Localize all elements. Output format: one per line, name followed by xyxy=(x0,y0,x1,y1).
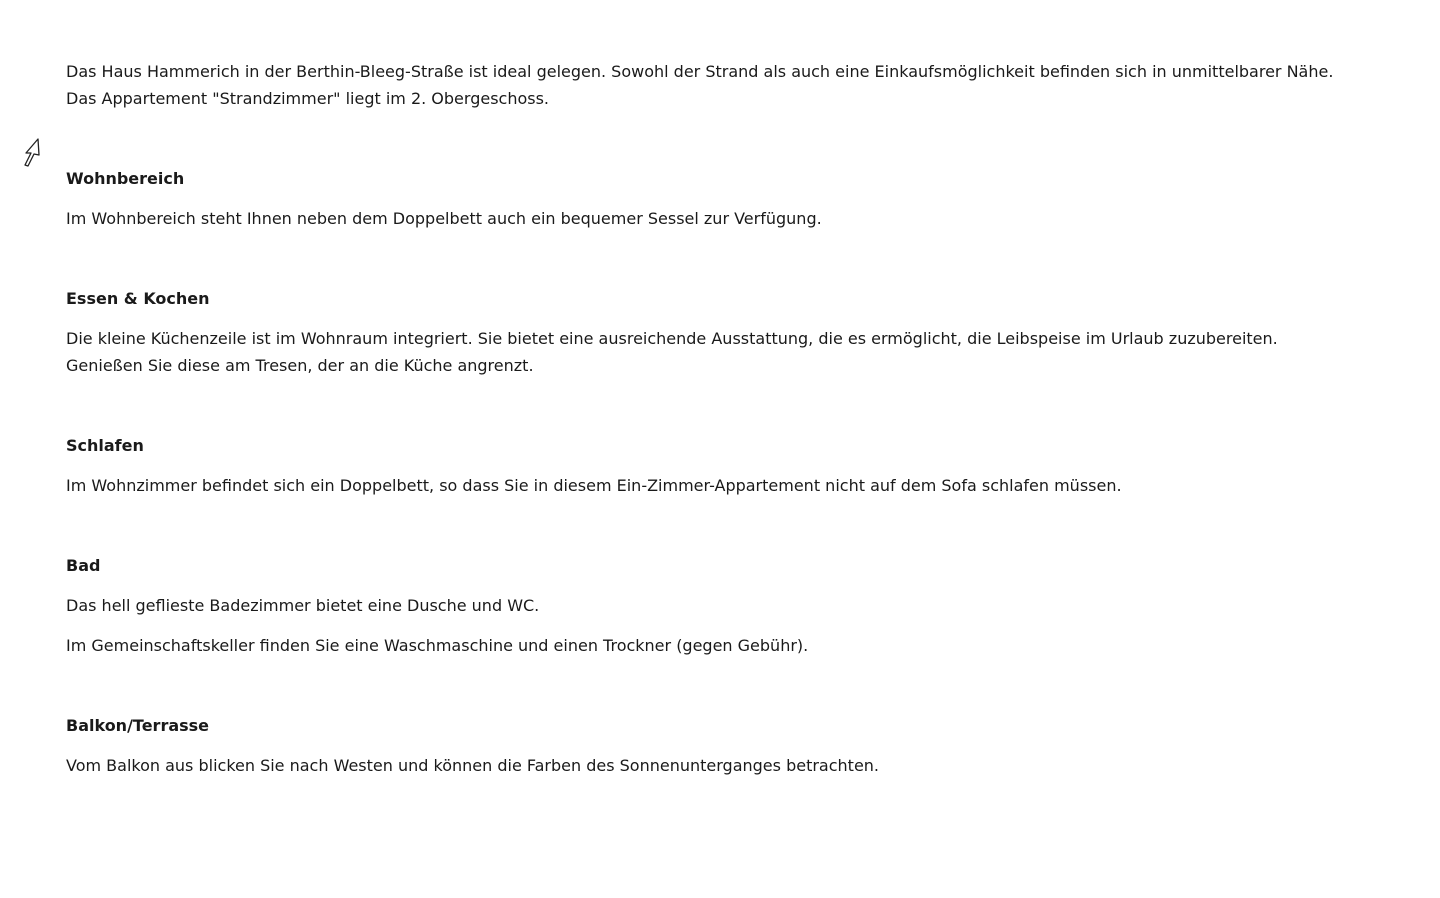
section-heading: Schlafen xyxy=(66,436,144,455)
paragraph-line: Im Wohnbereich steht Ihnen neben dem Doppelbett auch ein bequemer Sessel zur Verfügung. xyxy=(66,209,822,228)
paragraph-line: Die kleine Küchenzeile ist im Wohnraum integriert. Sie bietet eine ausreichende Ausstattung, die es ermöglicht, die Leibspeise im Urlaub zuzubereiten. xyxy=(66,329,1278,348)
mouse-pointer-icon xyxy=(22,137,46,167)
section-essen-kochen xyxy=(66,285,1396,379)
paragraph-line: Im Gemeinschaftskeller finden Sie eine Waschmaschine und einen Trockner (gegen Gebühr). xyxy=(66,636,809,655)
section-paragraph xyxy=(66,592,1396,619)
section-paragraph xyxy=(66,632,1396,659)
paragraph-line: Genießen Sie diese am Tresen, der an die Küche angrenzt. xyxy=(66,356,534,375)
paragraph-line: Das hell geflieste Badezimmer bietet eine Dusche und WC. xyxy=(66,596,540,615)
intro-paragraph xyxy=(66,58,1396,112)
section-bad xyxy=(66,552,1396,659)
section-heading: Balkon/Terrasse xyxy=(66,716,210,735)
section-paragraph xyxy=(66,205,1396,232)
section-wohnbereich xyxy=(66,165,1396,232)
section-balkon-terrasse xyxy=(66,712,1396,779)
document-body xyxy=(66,58,1396,832)
section-schlafen xyxy=(66,432,1396,499)
paragraph-line: Im Wohnzimmer befindet sich ein Doppelbett, so dass Sie in diesem Ein-Zimmer-Appartement nicht auf dem Sofa schlafen müssen. xyxy=(66,476,1122,495)
section-paragraph xyxy=(66,752,1396,779)
paragraph-line: Vom Balkon aus blicken Sie nach Westen und können die Farben des Sonnenunterganges betrachten. xyxy=(66,756,880,775)
intro-line: Das Haus Hammerich in der Berthin-Bleeg-Straße ist ideal gelegen. Sowohl der Strand als auch eine Einkaufsmöglichkeit befinden sich in unmittelbarer Nähe. xyxy=(66,62,1334,81)
section-heading: Wohnbereich xyxy=(66,169,185,188)
section-paragraph xyxy=(66,472,1396,499)
section-paragraph xyxy=(66,325,1396,379)
section-heading: Bad xyxy=(66,556,101,575)
section-heading: Essen & Kochen xyxy=(66,289,210,308)
intro-line: Das Appartement "Strandzimmer" liegt im 2. Obergeschoss. xyxy=(66,89,550,108)
